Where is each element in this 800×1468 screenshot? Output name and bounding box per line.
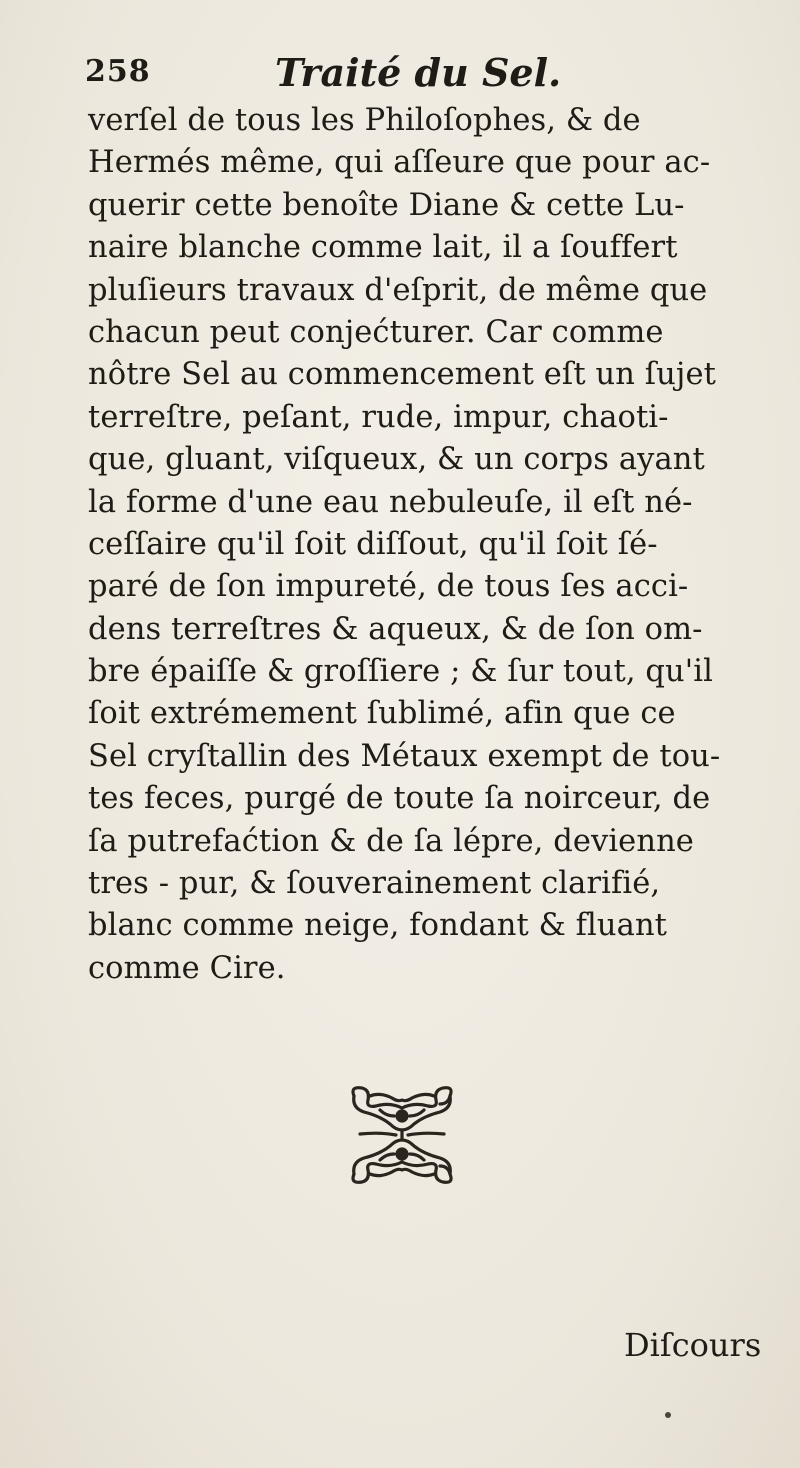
text-line: blanc comme neige, fondant & fluant: [88, 908, 668, 944]
text-line: verſel de tous les Philoſophes, & de: [88, 103, 641, 138]
text-line: bre épaiſſe & groſſiere ; & ſur tout, qu'il: [88, 654, 713, 690]
running-title: Traité du Sel.: [275, 50, 562, 95]
text-line: terreſtre, peſant, rude, impur, chaoti-: [88, 399, 669, 435]
text-line: dens terreſtres & aqueux, & de ſon om-: [88, 611, 703, 647]
text-line: ſa putrefaćtion & de ſa lépre, devienne: [88, 823, 694, 859]
catchword: Diſcours: [624, 1326, 762, 1364]
text-line: ceſſaire qu'il ſoit diſſout, qu'il ſoit ſé-: [88, 526, 658, 562]
text-line: naire blanche comme lait, il a ſouffert: [88, 230, 678, 266]
text-line: querir cette benoîte Diane & cette Lu-: [88, 187, 685, 223]
text-line: ſoit extrémement ſublimé, afin que ce: [88, 696, 676, 732]
text-line: nôtre Sel au commencement eſt un ſujet: [88, 357, 716, 393]
body-text: [88, 100, 768, 990]
running-head: [85, 50, 725, 100]
text-line: tres - pur, & ſouverainement clarifié,: [88, 866, 661, 902]
signature-dot: [665, 1412, 671, 1418]
page-number: 258: [85, 54, 151, 89]
text-line: comme Cire.: [88, 950, 286, 986]
text-line: paré de ſon impureté, de tous ſes acci-: [88, 569, 689, 605]
text-line: Hermés même, qui aſſeure que pour ac-: [88, 145, 711, 181]
text-line: que, gluant, viſqueux, & un corps ayant: [88, 442, 705, 478]
text-line: la forme d'une eau nebuleuſe, il eſt né-: [88, 484, 693, 520]
text-line: chacun peut conjećturer. Car comme: [88, 314, 664, 350]
text-line: pluſieurs travaux d'eſprit, de même que: [88, 272, 708, 308]
fleuron-ornament-icon: [340, 1082, 465, 1187]
text-line: tes feces, purgé de toute ſa noirceur, de: [88, 781, 711, 817]
text-line: Sel cryſtallin des Métaux exempt de tou-: [88, 738, 721, 774]
